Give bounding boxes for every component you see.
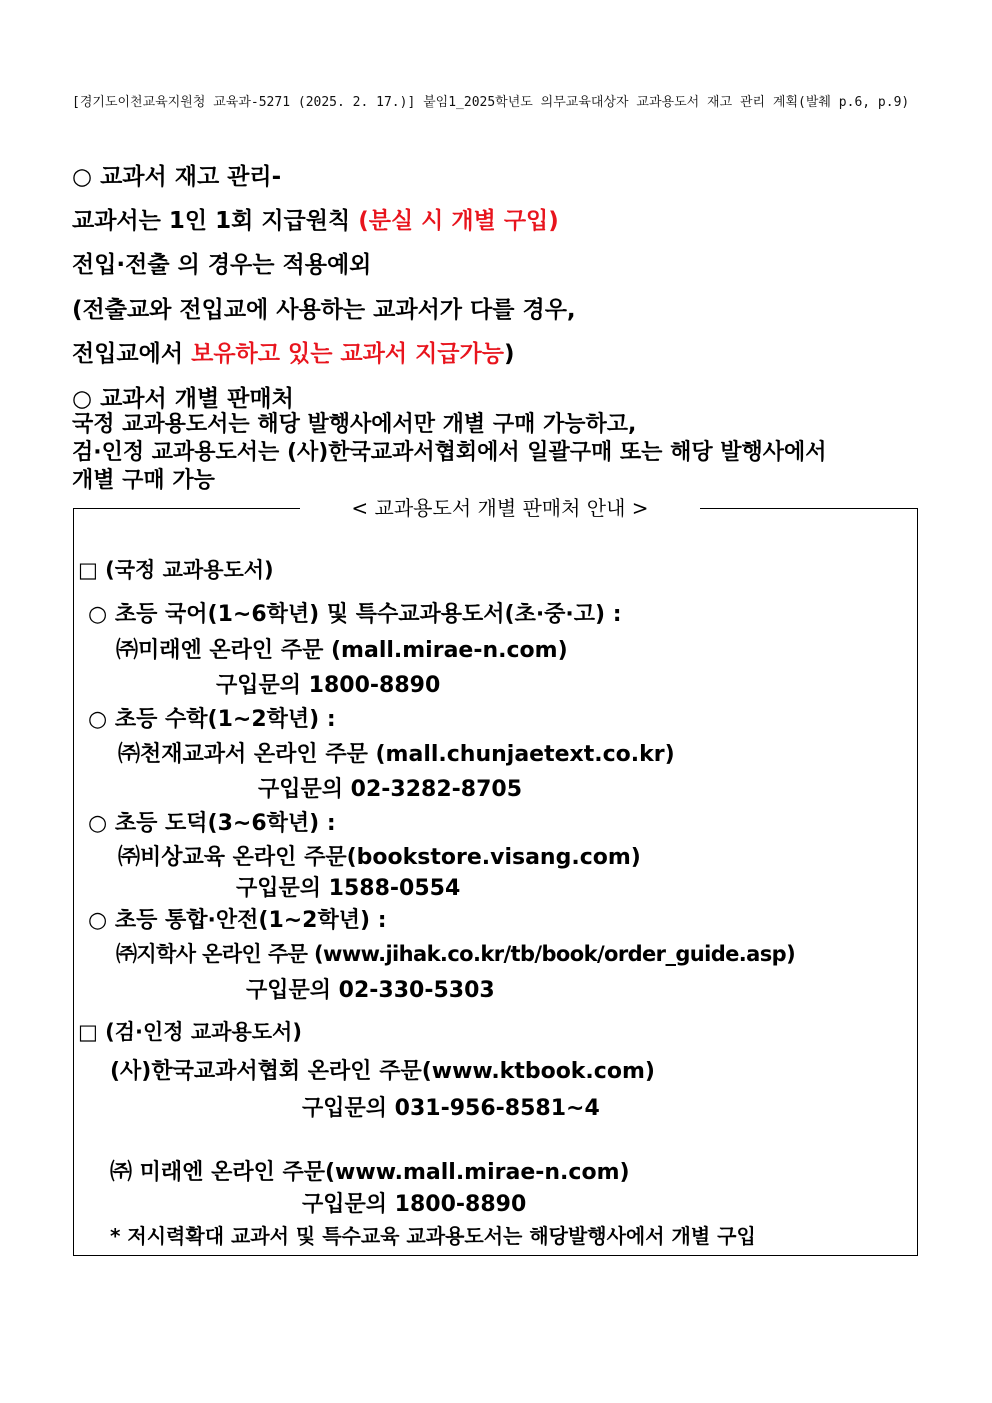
inventory-line-1: [72, 202, 559, 235]
inventory-line-4-post: ): [503, 341, 515, 367]
national-item-4-vendor: ㈜지학사 온라인 주문 (www.jihak.co.kr/tb/book/order_guide.asp): [116, 942, 796, 966]
inventory-line-4-highlight: 보유하고 있는 교과서 지급가능: [191, 341, 504, 367]
authorized-item-1-vendor: (사)한국교과서협회 온라인 주문(www.ktbook.com): [110, 1059, 655, 1084]
national-heading: □ (국정 교과용도서): [78, 558, 274, 582]
national-item-2-subject: ○ 초등 수학(1~2학년) :: [88, 707, 336, 732]
authorized-heading: □ (검·인정 교과용도서): [78, 1020, 302, 1044]
authorized-note: * 저시력확대 교과서 및 특수교육 교과용도서는 해당발행사에서 개별 구입: [110, 1224, 756, 1248]
national-item-4-subject: ○ 초등 통합·안전(1~2학년) :: [88, 908, 387, 933]
national-item-2-vendor: ㈜천재교과서 온라인 주문 (mall.chunjaetext.co.kr): [118, 742, 675, 767]
national-item-3-vendor: ㈜비상교육 온라인 주문(bookstore.visang.com): [118, 845, 641, 870]
authorized-item-2-phone: 구입문의 1800-8890: [302, 1192, 527, 1217]
inventory-rule-highlight: (분실 시 개별 구입): [358, 208, 559, 234]
inventory-rule-text: 교과서는 1인 1회 지급원칙: [72, 208, 359, 234]
national-item-4-phone: 구입문의 02-330-5303: [246, 978, 495, 1003]
vendor-desc-1: 국정 교과용도서는 해당 발행사에서만 개별 구매 가능하고,: [72, 412, 637, 437]
vendor-guide-title: < 교과용도서 개별 판매처 안내 >: [300, 494, 700, 522]
authorized-item-1-phone: 구입문의 031-956-8581~4: [302, 1096, 600, 1121]
national-item-2-phone: 구입문의 02-3282-8705: [258, 777, 523, 802]
vendor-desc-3: 개별 구매 가능: [72, 468, 215, 493]
inventory-heading: ○ 교과서 재고 관리-: [72, 164, 282, 190]
authorized-item-2-vendor: ㈜ 미래엔 온라인 주문(www.mall.mirae-n.com): [110, 1160, 630, 1185]
national-item-1-phone: 구입문의 1800-8890: [216, 673, 441, 698]
inventory-line-2: 전입·전출 의 경우는 적용예외: [72, 252, 372, 278]
national-item-1-vendor: ㈜미래엔 온라인 주문 (mall.mirae-n.com): [116, 638, 568, 663]
national-item-1-subject: ○ 초등 국어(1~6학년) 및 특수교과용도서(초·중·고) :: [88, 602, 622, 627]
vendor-heading: ○ 교과서 개별 판매처: [72, 386, 294, 412]
vendor-desc-2: 검·인정 교과용도서는 (사)한국교과서협회에서 일괄구매 또는 해당 발행사에서: [72, 440, 827, 465]
source-note: [경기도이천교육지원청 교육과-5271 (2025. 2. 17.)] 붙임1_2025학년도 의무교육대상자 교과용도서 재고 관리 계획(발췌 p.6, p.9): [72, 95, 910, 110]
inventory-line-4-pre: 전입교에서: [72, 341, 192, 367]
national-item-3-subject: ○ 초등 도덕(3~6학년) :: [88, 811, 336, 836]
inventory-line-4: [72, 335, 514, 368]
inventory-line-3: (전출교와 전입교에 사용하는 교과서가 다를 경우,: [72, 297, 576, 323]
national-item-3-phone: 구입문의 1588-0554: [236, 876, 461, 901]
